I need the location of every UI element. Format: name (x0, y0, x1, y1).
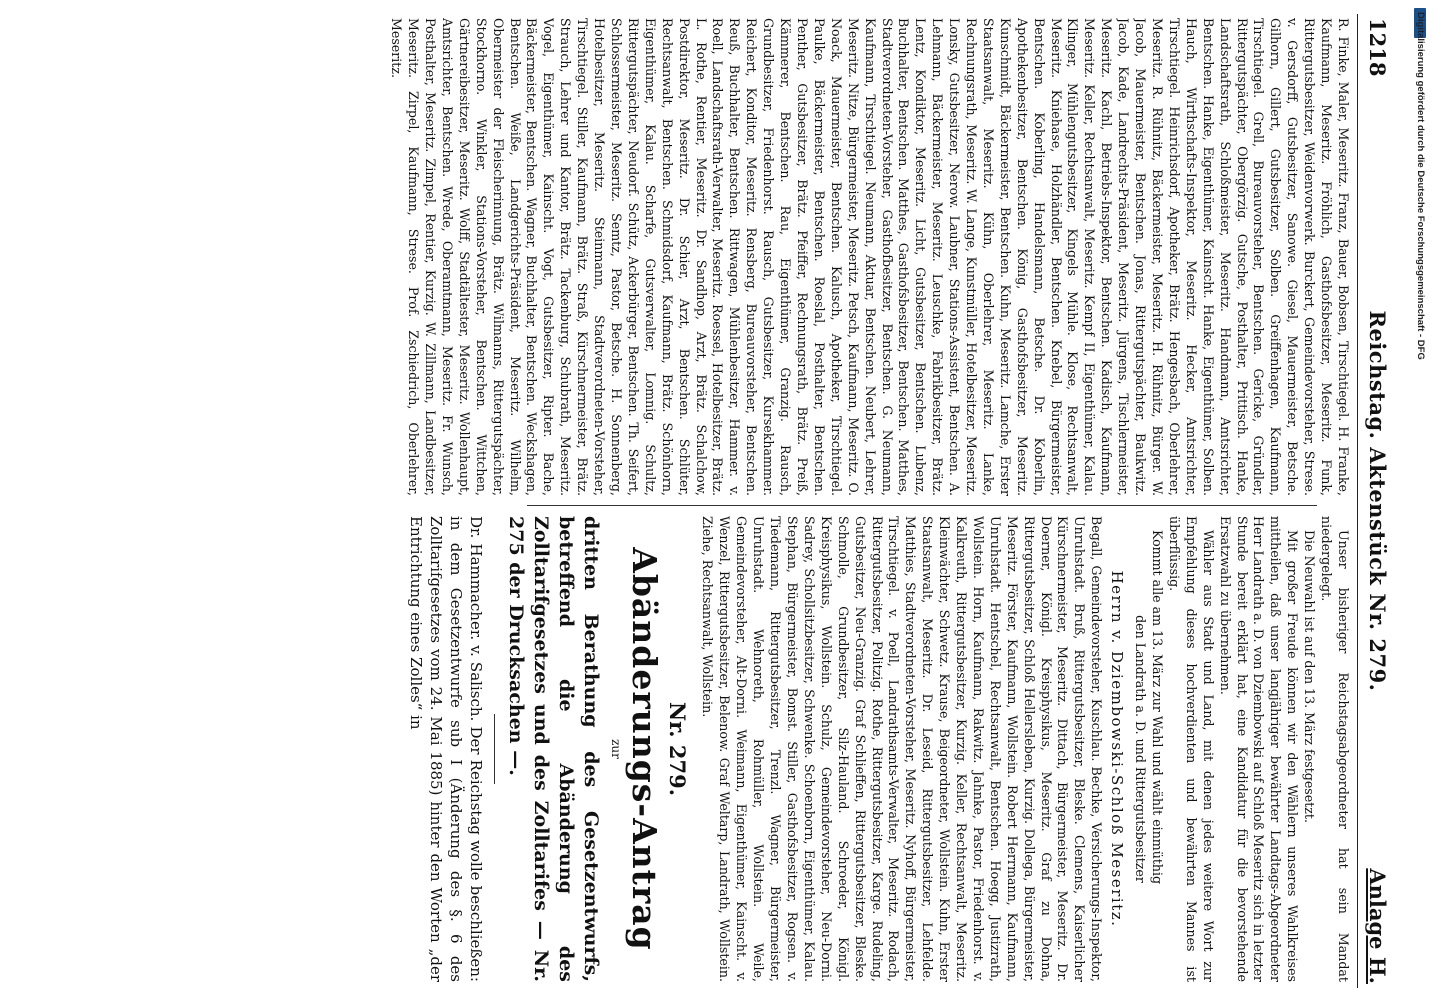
document-number: Nr. 279. (664, 701, 690, 797)
digitization-note-text: Digitalisierung gefördert durch die Deutsche Forschungsgemeinschaft - DFG (1415, 12, 1426, 360)
candidate-name: Herrn v. Dziembowski-Schloß Meseritz. (1108, 570, 1127, 928)
right-column (67, 516, 1351, 982)
motion-zur: zur (608, 739, 623, 759)
intro-paragraph: Unser bisheriger Reichstagsabgeordneter hat sein Mandat niedergelegt. (1319, 516, 1351, 982)
candidate-title: den Landrath a. D. und Rittergutsbesitzer (1133, 615, 1149, 883)
motion-title: Abänderungs-Antrag (624, 547, 664, 951)
document-page (60, 0, 1400, 1000)
intro-paragraph: Mit großer Freude können wir den Wählern unseres Wahlkreises mittheilen, daß unser langjähriger bewährter Landtags-Abgeordneter Herr Landrath a. D. von Dziembowski auf Schloß Meseritz sich in letzter Stunde bereit erklärt hat, eine Kandidatur für die bevorstehende Ersatzwahl zu übernehmen. (1217, 516, 1301, 982)
page-header (1357, 14, 1392, 988)
intro-paragraph: Die Neuwahl ist auf den 13. März festgesetzt. (1302, 530, 1318, 823)
page-number: 1218 (1365, 18, 1390, 77)
digitization-note (1412, 12, 1426, 842)
signatory-list-paragraph: R. Finke, Maler, Meseritz. Franz, Bauer, Bobsen, Tirschtiegel. H. Franke, Kaufmann, Meseritz. Fröhlich, Gasthofsbesitzer, Meseritz. Funk, Rittergutsbesitzer, Weidenvorwerk. Burckert, Gemeindevorsteher, Strese. v. Gersdorff, Gutsbesitzer, Sanowe. Giesel, Mauermeister, Betsche. Gilhorn, Gillert, Gutsbesitzer, Solben. Greiffenhagen, Kaufmann, Tirschtiegel. Grell, Bureauvorsteher, Bentschen. Gericke, Gründler, Rittergutspächter, Obergörzig. Gutsche, Posthalter, Prittisch. Hanke, Landschaftsrath, Schloßmeister, Meseritz. Handmann, Amtsrichter, Bentschen. Hanke, Eigenthümer, Kainscht. Hanke, Eigenthümer, Solben. Hauch, Wirthschafts-Inspektor, Meseritz. Hecker, Amtsrichter, Tirschtiegel. Heinrichsdorf, Apotheker, Brätz. Hengesbach, Oberlehrer, Meseritz. R. Rühnitz, Bäckermeister, Meseritz. H. Rühnitz, Bürger. W. Jacob, Mauermeister, Bentschen. Jonas, Rittergutspächter, Baukwitz. Jacob, Kade, Landrechts-Präsident, Meseritz. Jürgens, Tischlermeister, Meseritz. Kachl, Betriebs-Inspektor, Bentschen. Kadisch, Kaufmann, Meseritz. Keller, Rechtsanwalt, Meseritz. Kempf II, Eigenthümer, Kalau. Klinger, Mühlengutsbesitzer, Kingels Mühle. Klose, Rechtsanwalt, Meseritz. Kniehase, Holzhändler, Bentschen. Knebel, Bürgermeister, Bentschen. Koberling, Handelsmann, Betsche. Dr. Koberlin, Apothekenbesitzer, Bentschen. König, Gasthofsbesitzer, Meseritz. Kunschmidt, Bäckermeister, Bentschen. Kuhn, Meseritz. Lamche, Erster Staatsanwalt, Meseritz. Kühn, Oberlehrer, Meseritz. Lanke, Rechnungsrath, Meseritz. W. Lange, Kunstmüller, Hotelbesitzer, Meseritz. Lonsky, Gutsbesitzer, Nerow. Laubner, Stations-Assistent, Bentschen. A. Lehmann, Bäckermeister, Meseritz. Leuschke, Fabrikbesitzer, Brätz. Lentz, Kondiktor, Meseritz. Licht, Gutsbesitzer, Bentschen. Lubenz, Buchhalter, Bentschen. Matthes, Gasthofsbesitzer, Bentschen. Matthes, Stadtverordneten-Vorsteher, Gasthofbesitzer, Bentschen. G. Neumann, Kaufmann, Tirschtiegel. Neumann, Aktuar, Bentschen. Neubert, Lehrer, Meseritz. Nitze, Bürgermeister, Meseritz. Petsch, Kaufmann, Meseritz. O. Noack, Mauermeister, Bentschen. Kalusch, Apotheker, Tirschtiegel. Paulke, Bäckermeister, Bentschen. Roeslal, Posthalter, Bentschen. Penther, Gutsbesitzer, Brätz. Pfeiffer, Rechnungsrath, Brätz. Preiß, Kämmerer, Bentschen. Rau, Eigenthümer, Granzig. Rausch, Grundbesitzer, Friedenhorst. Rausch, Gutsbesitzer, Kursekhammer. Reichert, Konditor, Meseritz. Rensberg, Bureauvorsteher, Bentschen. Reuß, Buchhalter, Bentschen. Rittwagen, Mühlenbesitzer, Hammer. v. Roell, Landschaftsrath-Verwalter, Meseritz. Roessel, Hotelbesitzer, Brätz. L. Rothe, Rentier, Meseritz. Dr. Sandhop, Arzt, Brätz. Schalchow, Postdirektor, Meseritz. Dr. Schier, Arzt, Bentschen. Schlüter, Rechtsanwalt, Bentschen. Schmidsdorf, Kaufmann, Brätz. Schönhorn, Eigenthümer, Kalau. Scharfe, Gutsverwalter, Lomnig. Schultz, Rittergutspächter, Neudorf. Schütz, Ackerbürger, Bentschen. Th. Seifert, Schlossermeister, Meseritz. Semtz, Pastor, Betsche. H. Sonnenberg, Hotelbesitzer, Meseritz. Steinmann, Stadtverordneten-Vorsteher, Tirschtiegel. Stiller, Kaufmann, Brätz. Straß, Kürschnermeister, Brätz. Strauch, Lehrer und Kantor, Brätz. Tackenburg, Schubrath, Meseritz. Vogel, Eigenthümer, Kainscht. Vogt, Gutsbesitzer, Ripter. Bache, Bäckermeister, Bentschen. Wagner, Buchhalter, Bentschen. Weckshagen, Bentschen. Weiße, Landgerichts-Präsident, Meseritz. Wilhelm, Obermeister der Fleischerinnung, Brätz. Wilmanns, Rittergutspächter, Stockhorno. Winkler, Stations-Vorsteher, Bentschen. Wittchen, Gärtnereibesitzer, Meseritz. Wolff, Stadtältester, Meseritz. Wollenhaupt, Amtsrichter, Bentschen. Wrede, Oberamtmann, Meseritz. Fr. Wunsch, Posthalter, Meseritz. Zimpel, Rentier, Kurzig. W. Zillmann, Landbesitzer, Meseritz. Zirpel, Kaufmann, Strese. Prof. Zschiedrich, Oberlehrer, Meseritz. (389, 18, 1351, 496)
two-column-body (67, 14, 1357, 988)
annex-label: Anlage H. (1365, 868, 1390, 984)
left-column (67, 18, 1351, 496)
short-rule (494, 714, 495, 784)
column-divider (527, 505, 1317, 506)
motion-text: Dr. Hammacher. v. Salisch. Der Reichstag wolle beschließen: in dem Gesetzentwurfe sub I (Änderung des §. 6 des Zolltarifgesetzes vom 24. Mai 1885) hinter den Worten „der Entrichtung eines Zolles“ in (406, 516, 485, 982)
intro-paragraph: Wähler aus Stadt und Land, mit denen jedes weitere Wort zur Empfehlung dieses hochverdienten und bewährten Mannes ist überflüssig. (1166, 516, 1216, 982)
signatories-paragraph: Begall, Gemeindevorsteher, Kuschlau. Bechke, Versicherungs-Inspektor, Unruhstadt. Bruß, Rittergutsbesitzer, Bleske. Clemens, Kaiserlicher Kürschnermeister, Meseritz. Dittach, Bürgermeister, Meseritz. Dr. Doerner, Königl. Kreisphysikus, Meseritz. Graf zu Dohna, Rittergutsbesitzer, Schloß Hellersleben, Kurzig. Dollega, Bürgermeister, Meseritz. Förster, Kaufmann, Wollstein. Robert Herrmann, Kaufmann, Unruhstadt. Hentschel, Rechtsanwalt, Bentschen. Hoegg, Justizrath, Wollstein. Horn, Kaufmann, Rakwitz. Jahnke, Pastor, Friedenhorst. v. Kalkreuth, Rittergutsbesitzer, Kurzig. Keller, Rechtsanwalt, Meseritz. Kleinwächter, Schwetz. Krause, Beigeordneter, Wollstein. Kuhn, Erster Staatsanwalt, Meseritz. Dr. Leseid, Rittergutsbesitzer, Lehfelde. Matthies, Stadtverordneten-Vorsteher, Meseritz. Nyhoff, Bürgermeister, Tirschtiegel. v. Poell, Landrathsamts-Verwalter, Meseritz. Rodach, Rittergutsbesitzer, Politzig. Rothe, Rittergutsbesitzer, Karge. Rudeling, Gutsbesitzer, Neu-Granzig. Graf Schlieffen, Rittergutsbesitzer, Bleske. Schmolle, Grundbesitzer, Silz-Hauland. Schroeder, Königl. Kreisphysikus, Wollstein. Schulz, Gemeindevorsteher, Neu-Dorni. Sadrey, Schollsitzbesitzer, Schwenke. Schoenborn, Eigenthümer, Kalau. Stephan, Bürgermeister, Bomst. Stiller, Gasthofsbesitzer, Rogsen. v. Tiedemann, Rittergutsbesitzer, Trenzl. Wagner, Bürgermeister, Unruhstadt. Wehnoreth, Rohmüller, Wollstein. Weile, Gemeindevorsteher, Alt-Dorni. Weimann, Eigenthümer, Kainscht. v. Wenzel, Rittergutsbesitzer, Belenow. Graf Weltarp, Landrath, Wollstein. Ziehe, Rechtsanwalt, Wollstein. (700, 516, 1105, 982)
intro-paragraph: Kommt alle am 13. März zur Wahl und wählt einmüthig (1150, 530, 1166, 885)
motion-subject: dritten Berathung des Gesetzentwurfs, betreffend die Abänderung des Zolltarifgesetzes und des Zolltarifes — Nr. 275 der Drucksachen —. (504, 516, 602, 982)
running-title: Reichstag. Aktenstück Nr. 279. (1365, 310, 1390, 692)
